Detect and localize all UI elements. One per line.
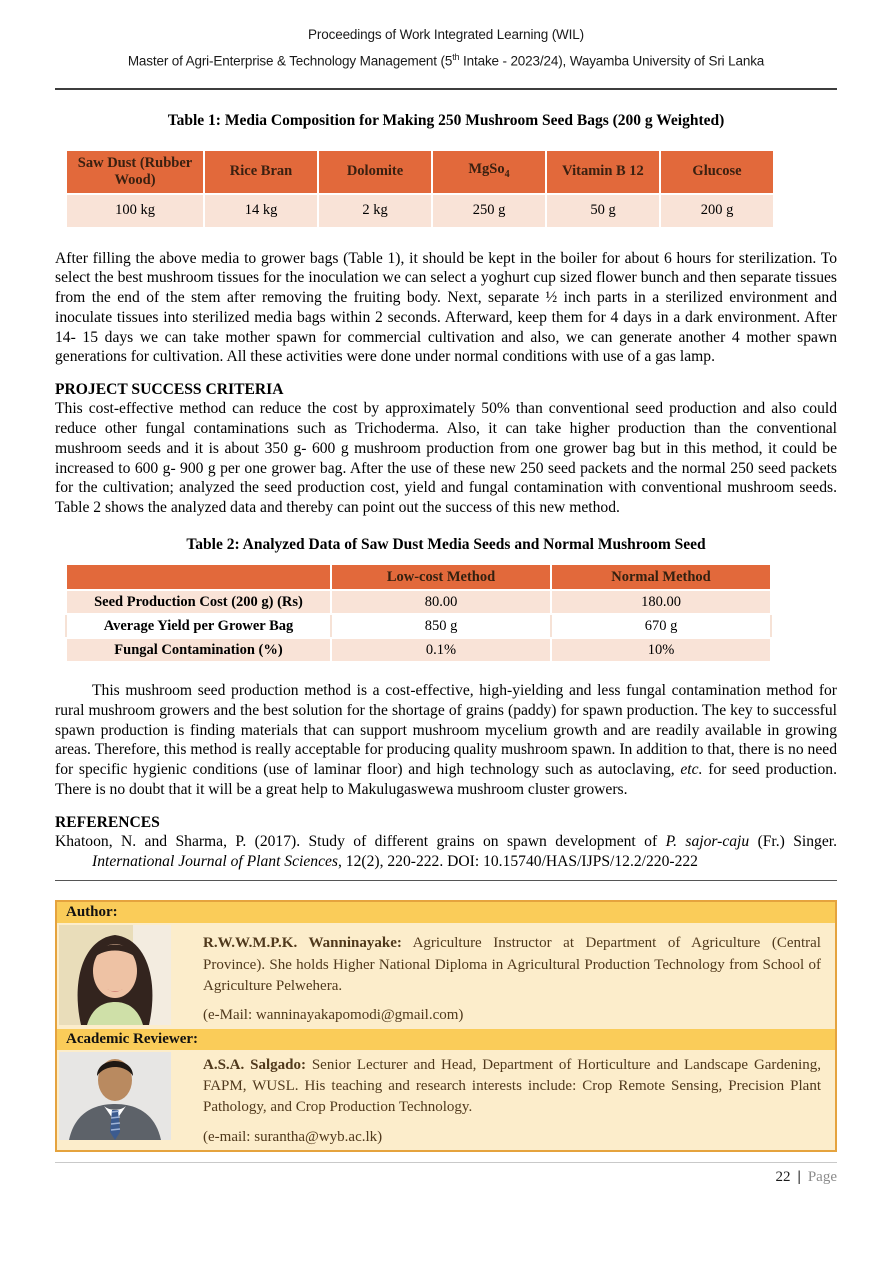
footer-divider [55, 1162, 837, 1163]
table2-header-row [66, 564, 771, 590]
page-number [55, 1169, 837, 1186]
header-line1: Proceedings of Work Integrated Learning (WIL) [308, 27, 584, 42]
paragraph-project-success: This cost-effective method can reduce the cost by approximately 50% than conventional seed production and also could reduce other fungal contaminations such as Trichoderma. Also, it can take higher production than the conventional mushroom seeds and it is about 350 g- 600 g mushroom production from one grower bag but in this method, it could be increased to 600 g- 900 g per one grower bag. After the use of these new 250 seed packets and the normal 250 seed packets for the cultivation; analyzed the seed production cost, yield and fungal contamination with conventional mushroom seeds. Table 2 shows the analyzed data and thereby can point out the success of this new method. [55, 400, 837, 517]
table2-row-yield [66, 614, 771, 638]
author-reviewer-box [55, 900, 837, 1151]
table1-header-vitaminb12: Vitamin B 12 [546, 150, 660, 194]
author-row [57, 923, 835, 1028]
conclusion-text-pre: This mushroom seed production method is a cost-effective, high-yielding and less fungal contamination method for rural mushroom growers and the best solution for the shortage of grains (paddy) for spawn production. The key to successful spawn production is finding materials that can support mushroom mycelium growth and are readily available in growing areas. Therefore, this method is really acceptable for producing quality mushroom spawn. In addition to that, there is no need for specific hygienic conditions (use of laminar floor) and high technology such as autoclaving, [55, 682, 837, 779]
page-header [55, 24, 837, 73]
table2-yield-lowcost: 850 g [331, 614, 551, 638]
table1-media-composition [65, 149, 775, 229]
table2-header-lowcost: Low-cost Method [331, 564, 551, 590]
section-heading-project-success: PROJECT SUCCESS CRITERIA [55, 381, 284, 399]
table1-value-ricebran: 14 kg [204, 194, 318, 228]
table1-value-vitaminb12: 50 g [546, 194, 660, 228]
table1-header-row [66, 150, 774, 194]
table1-data-row [66, 194, 774, 228]
table2-label-contamination: Fungal Contamination (%) [66, 638, 331, 662]
table2-contamination-lowcost: 0.1% [331, 638, 551, 662]
references-divider [55, 880, 837, 881]
table2-label-cost: Seed Production Cost (200 g) (Rs) [66, 590, 331, 614]
table1-value-sawdust: 100 kg [66, 194, 204, 228]
table2-cost-lowcost: 80.00 [331, 590, 551, 614]
table1-value-dolomite: 2 kg [318, 194, 432, 228]
reviewer-bio [203, 1052, 821, 1148]
paragraph-conclusion [55, 681, 837, 800]
reference-pre: Khatoon, N. and Sharma, P. (2017). Study of different grains on spawn development of [55, 832, 666, 850]
reference-mid: (Fr.) Singer. [749, 832, 838, 850]
table2-caption: Table 2: Analyzed Data of Saw Dust Media Seeds and Normal Mushroom Seed [186, 536, 706, 554]
reviewer-row [57, 1050, 835, 1150]
table1-header-dolomite: Dolomite [318, 150, 432, 194]
reference-entry [55, 832, 838, 872]
page-number-separator: | [797, 1168, 801, 1185]
table1-caption: Table 1: Media Composition for Making 250 Mushroom Seed Bags (200 g Weighted) [167, 111, 725, 129]
conclusion-text-post: for seed production. There is no doubt that it will be a great help to Makulugaswewa mushroom cluster growers. [55, 761, 838, 799]
reviewer-photo [59, 1052, 171, 1140]
author-email: (e-Mail: wanninayakapomodi@gmail.com) [203, 1007, 464, 1024]
reviewer-description: Senior Lecturer and Head, Department of Horticulture and Landscape Gardening, FAPM, WUSL. His teaching and research interests include: Crop Remote Sensing, Precision Plant Pathology, and Crop Production Technology. [203, 1056, 822, 1116]
table1-header-glucose: Glucose [660, 150, 774, 194]
table1-value-mgso4: 250 g [432, 194, 546, 228]
reference-journal-italic: International Journal of Plant Sciences [92, 852, 338, 870]
table2-analyzed-data [65, 563, 772, 663]
conclusion-etc-italic: etc. [680, 761, 703, 779]
table2-header-normal: Normal Method [551, 564, 771, 590]
author-section-header: Author: [57, 902, 835, 923]
header-line2-pre: Master of Agri-Enterprise & Technology Management (5 [127, 53, 453, 69]
table1-header-mgso4: MgSo$_4$ [432, 150, 546, 194]
mgso4-subscript: 4 [504, 168, 510, 180]
author-bio [203, 925, 821, 1026]
header-intake-superscript: th [452, 52, 460, 62]
author-photo [59, 925, 171, 1025]
page-number-value: 22 [775, 1168, 791, 1185]
author-bio-text [203, 933, 821, 997]
reviewer-section-header: Academic Reviewer: [57, 1029, 835, 1050]
reviewer-portrait-illustration [59, 1052, 171, 1140]
header-divider [55, 88, 837, 90]
table1-value-glucose: 200 g [660, 194, 774, 228]
header-line2-post: Intake - 2023/24), Wayamba University of Sri Lanka [459, 53, 765, 69]
table1-header-sawdust: Saw Dust (Rubber Wood) [66, 150, 204, 194]
reviewer-name: A.S.A. Salgado: [203, 1056, 306, 1073]
table2-label-yield: Average Yield per Grower Bag [66, 614, 331, 638]
reviewer-email: (e-mail: surantha@wyb.ac.lk) [203, 1128, 383, 1145]
reference-post: , 12(2), 220-222. DOI: 10.15740/HAS/IJPS/12.2/220-222 [338, 852, 698, 870]
table2-contamination-normal: 10% [551, 638, 771, 662]
table2-cost-normal: 180.00 [551, 590, 771, 614]
author-name: R.W.W.M.P.K. Wanninayake: [203, 935, 402, 952]
author-description: Agriculture Instructor at Department of Agriculture (Central Province). She holds Higher National Diploma in Agricultural Production Technology from School of Agriculture Pelwehera. [203, 935, 821, 995]
author-portrait-illustration [59, 925, 171, 1025]
table2-row-contamination [66, 638, 771, 662]
page-number-label: Page [807, 1168, 837, 1185]
header-line2 [55, 46, 837, 73]
section-heading-references: REFERENCES [55, 813, 160, 831]
paragraph-sterilization: After filling the above media to grower bags (Table 1), it should be kept in the boiler for about 6 hours for sterilization. To select the best mushroom tissues for the inoculation we can select a yoghurt cup sized flower bunch and then separate tissues from the end of the stem after removing the fruiting body. Next, separate ½ inch parts in a sterilized environment and inoculate tissues into sterilized media bags within 2 seconds. Afterward, keep them for 4 days in a dark environment. After 14- 15 days we can take mother spawn for commercial cultivation and also, we can generate another 4 mother spawn generations for cultivation. All these activities were done under normal conditions with use of a gas lamp. [55, 249, 837, 366]
table2-header-empty [66, 564, 331, 590]
table1-header-ricebran: Rice Bran [204, 150, 318, 194]
table2-row-cost [66, 590, 771, 614]
table2-yield-normal: 670 g [551, 614, 771, 638]
reviewer-bio-text [203, 1055, 821, 1119]
reference-species-italic: P. sajor-caju [665, 832, 750, 850]
